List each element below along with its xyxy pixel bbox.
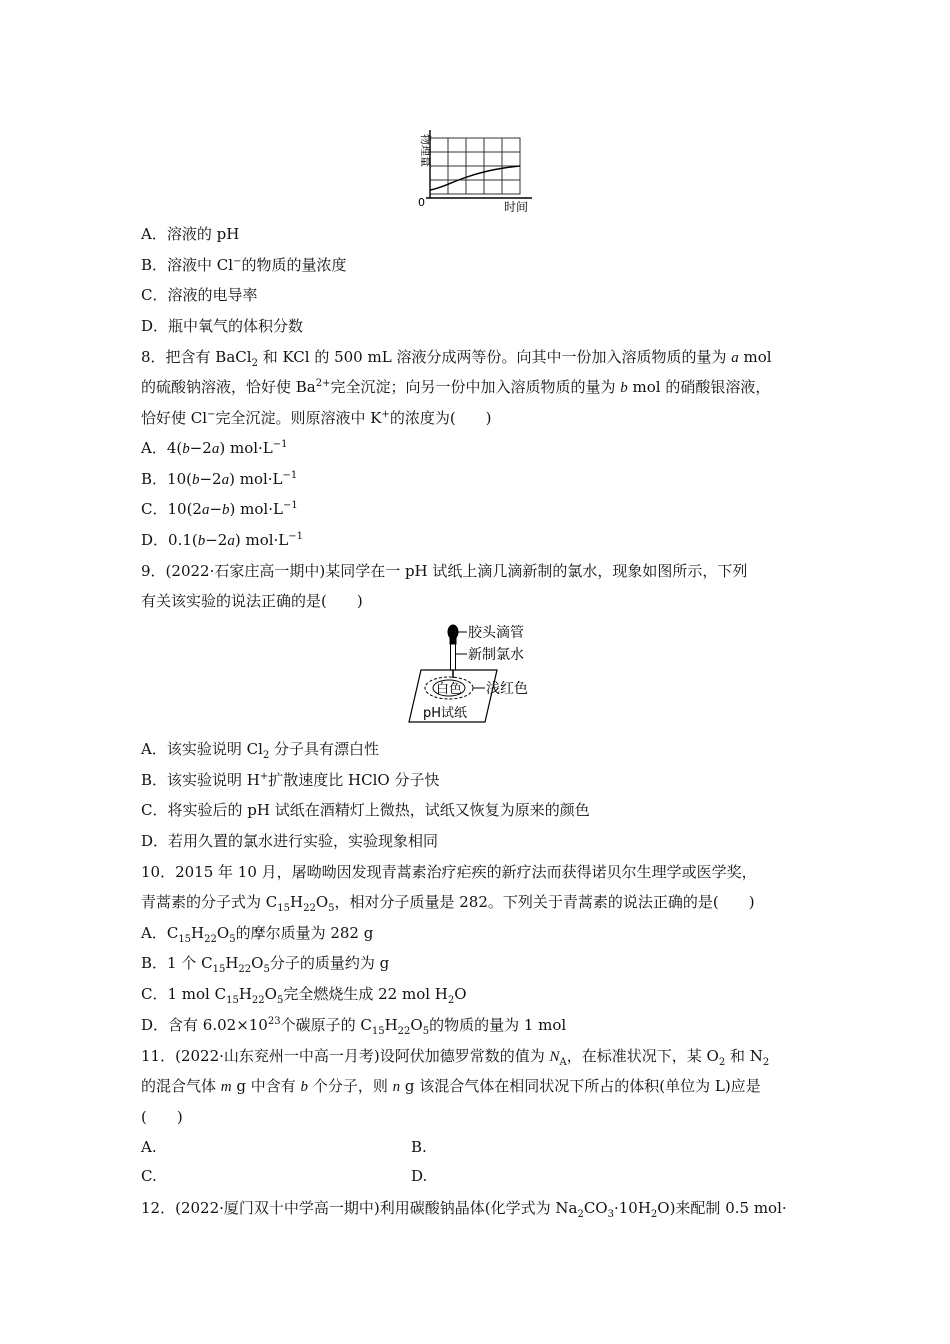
q11-option-a: A. [141, 1138, 157, 1156]
q10-stem-line2: 青蒿素的分子式为 $C_{15}H_{22}O_5$，相对分子质量是 282。下列关于青蒿素的说法正确的是( ) [141, 893, 755, 914]
q11-stem-line2: 的混合气体 m g 中含有 b 个分子，则 n g 该混合气体在相同状况下所占的体积(单位为 L)应是 [141, 1077, 761, 1095]
q9-stem-line1: 9．(2022·石家庄高一期中)某同学在一 pH 试纸上滴几滴新制的氯水，现象如图所示，下列 [141, 562, 748, 580]
q11-stem-line1: 11．(2022·山东兖州一中高一月考)设阿伏加德罗常数的值为 $N_A$，在标准状况下，某 $O_2$ 和 $N_2$ [141, 1047, 770, 1068]
q8-option-b: B．10(b−2a) $mol\cdot L^{-1}$ [141, 470, 298, 488]
q7-option-c: C．溶液的电导率 [141, 286, 258, 304]
q10-option-d: D．含有 $6.02\times 10^{23}$个碳原子的 $C_{15}H_{22}O_5$的物质的量为 1 mol [141, 1016, 567, 1037]
q10-stem-line1: 10．2015 年 10 月，屠呦呦因发现青蒿素治疗疟疾的新疗法而获得诺贝尔生理学或医学奖， [141, 863, 757, 881]
q8-stem-line1: 8．把含有 BaCl$_2$ 和 KCl 的 500 mL 溶液分成两等份。向其中一份加入溶质物质的量为 a mol [141, 348, 772, 369]
chlorine-water-label: 新制氯水 [468, 647, 524, 663]
q10-option-b: B．1 个 $C_{15}H_{22}O_5$分子的质量约为 g [141, 954, 390, 975]
ph-paper-label: pH试纸 [423, 706, 468, 721]
q7-option-a: A．溶液的 pH [141, 225, 240, 243]
x-axis-label: 时间 [504, 200, 529, 214]
q9-stem-line2: 有关该实验的说法正确的是( ) [141, 592, 363, 610]
q11-option-b: B. [411, 1138, 427, 1156]
q8-option-a: A．4(b−2a) $mol\cdot L^{-1}$ [141, 439, 288, 457]
q11-option-d: D. [411, 1167, 428, 1185]
y-axis-label: 物理量 [419, 134, 432, 167]
q10-option-a: A．$C_{15}H_{22}O_5$的摩尔质量为 282 g [141, 924, 374, 945]
ph-paper-figure [405, 620, 555, 728]
q9-option-a: A．该实验说明 $Cl_2$ 分子具有漂白性 [141, 740, 380, 761]
q9-option-d: D．若用久置的氯水进行实验，实验现象相同 [141, 832, 439, 850]
q11-stem-line3: ( ) [141, 1108, 183, 1126]
q7-option-d: D．瓶中氧气的体积分数 [141, 317, 304, 335]
quantity-time-graph [408, 126, 543, 214]
curve [430, 166, 520, 190]
q8-option-c: C．10(2a−b) $mol\cdot L^{-1}$ [141, 500, 298, 518]
q10-option-c: C．1 mol $C_{15}H_{22}O_5$完全燃烧生成 22 mol $H_2O$ [141, 985, 467, 1006]
q8-option-d: D．0.1(b−2a) $mol\cdot L^{-1}$ [141, 531, 304, 549]
q8-stem-line2: 的硫酸钠溶液，恰好使 $Ba^{2+}$完全沉淀；向另一份中加入溶质物质的量为 b mol 的硝酸银溶液， [141, 378, 771, 396]
q8-stem-line3: 恰好使 Cl−完全沉淀。则原溶液中 K+的浓度为( ) [141, 409, 492, 427]
q12-stem-line1: 12．(2022·厦门双十中学高一期中)利用碳酸钠晶体(化学式为 $Na_2CO_3\cdot 10H_2O$)来配制 0.5 mol· [141, 1199, 787, 1220]
q9-option-b: B．该实验说明 H+扩散速度比 HClO 分子快 [141, 771, 440, 789]
q7-option-b: B．溶液中 Cl−的物质的量浓度 [141, 256, 347, 274]
white-label: 白色 [436, 682, 463, 697]
dropper-label: 胶头滴管 [468, 625, 524, 641]
light-red-label: 浅红色 [486, 681, 528, 697]
origin-label: 0 [418, 196, 425, 209]
q11-option-c: C. [141, 1167, 157, 1185]
q9-option-c: C．将实验后的 pH 试纸在酒精灯上微热，试纸又恢复为原来的颜色 [141, 801, 590, 819]
